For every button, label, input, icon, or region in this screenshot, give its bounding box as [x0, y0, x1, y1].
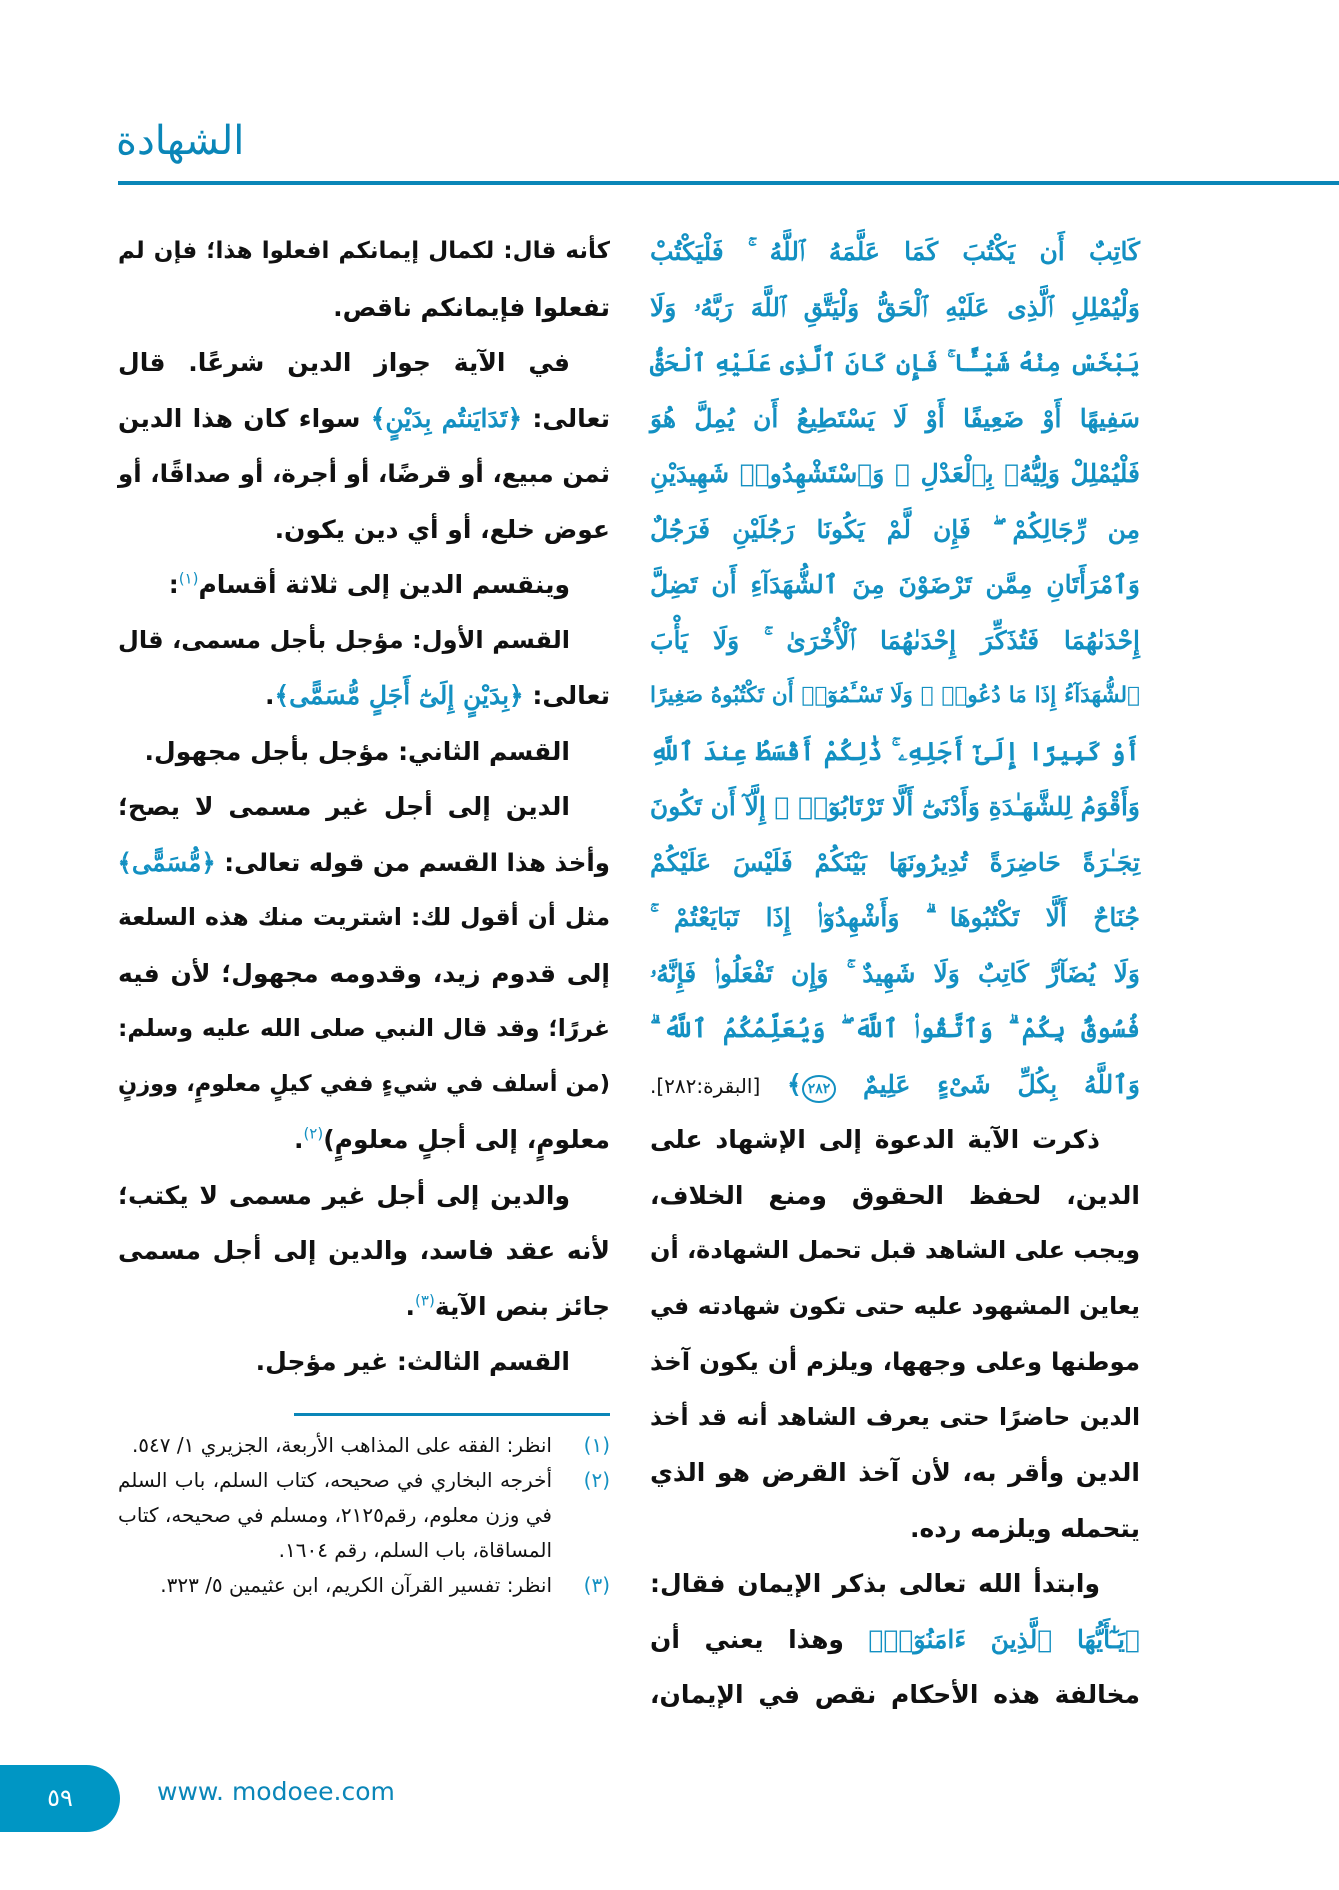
quran-verse-line: [650, 890, 1140, 946]
quran-verse-text: تِجَـٰرَةً حَاضِرَةً تُدِيرُونَهَا بَيْنَكُمْ فَلَيْسَ عَلَيْكُمْ: [650, 847, 1140, 877]
quran-verse-text: مِن رِّجَالِكُمْ ۖ فَإِن لَّمْ يَكُونَا رَجُلَيْنِ فَرَجُلٌ: [650, 514, 1140, 544]
footnote: [118, 1463, 610, 1568]
text-line: [118, 946, 610, 1002]
text-span: وهذا يعني أن: [650, 1624, 869, 1654]
text-span: مثل أن أقول لك: اشتريت منك هذه السلعة: [118, 903, 610, 931]
text-line: [118, 502, 610, 558]
quran-verse-text: وَأَقْوَمُ لِلشَّهَـٰدَةِ وَأَدْنَىٰٓ أَلَّا تَرْتَابُوٓا۟ ۖ إِلَّآ أَن تَكُونَ: [649, 792, 1140, 821]
footnote-number: (٢): [583, 1468, 610, 1492]
footnote-text: انظر: الفقه على المذاهب الأربعة، الجزيري ١/ ٥٤٧.: [131, 1433, 552, 1457]
header-divider: [118, 181, 1339, 185]
quran-verse-line: [650, 779, 1140, 835]
text-line: [118, 724, 610, 780]
quran-quote: ﴿يَـٰٓأَيُّهَا ٱلَّذِينَ ءَامَنُوٓا۟﴾: [868, 1624, 1141, 1654]
text-line: [118, 391, 610, 447]
text-span: جائز بنص الآية: [434, 1291, 610, 1321]
text-span: وأخذ هذا القسم من قوله تعالى:: [215, 847, 610, 877]
text-line: [650, 1556, 1140, 1612]
text-line: [118, 280, 610, 336]
text-span: الدين إلى أجل غير مسمى لا يصح؛: [118, 792, 570, 821]
footnote-divider: [294, 1413, 610, 1416]
text-line: [650, 1501, 1140, 1557]
text-line: [118, 446, 610, 502]
text-span: يعاين المشهود عليه حتى تكون شهادته في: [650, 1291, 1140, 1320]
text-line: [118, 1001, 610, 1057]
quran-verse-line: [650, 1057, 1140, 1113]
text-line: [650, 1223, 1140, 1279]
text-span: وابتدأ الله تعالى بذكر الإيمان فقال:: [650, 1569, 1100, 1598]
text-span: معلومٍ، إلى أجلٍ معلومٍ): [323, 1125, 610, 1154]
text-span: الدين، لحفظ الحقوق ومنع الخلاف،: [650, 1180, 1140, 1210]
text-line: [650, 1667, 1140, 1723]
text-span: والدين إلى أجل غير مسمى لا يكتب؛: [118, 1180, 570, 1210]
quran-verse-text: يَبْخَسْ مِنْهُ شَيْـًٔا ۚ فَإِن كَانَ ٱلَّذِى عَلَيْهِ ٱلْحَقُّ: [650, 348, 1140, 377]
text-span: عوض خلع، أو أي دين يكون.: [274, 514, 610, 544]
text-line: [118, 668, 610, 724]
text-span: الدين حاضرًا حتى يعرف الشاهد أنه قد أخذ: [650, 1402, 1140, 1431]
footnote: [118, 1428, 610, 1463]
text-line: [118, 1223, 610, 1279]
text-line: [650, 1112, 1140, 1168]
quran-quote: ﴿تَدَايَنتُم بِدَيْنٍ﴾: [370, 403, 523, 433]
footnote: [118, 1568, 610, 1603]
website-url: www. modoee.com: [157, 1777, 395, 1806]
footnote-number: (١): [583, 1433, 610, 1457]
quran-verse-line: [650, 335, 1140, 391]
left-column: [118, 224, 610, 1390]
text-span: ويجب على الشاهد قبل تحمل الشهادة، أن: [650, 1236, 1140, 1264]
text-span: ذكرت الآية الدعوة إلى الإشهاد على: [650, 1125, 1100, 1154]
quran-verse-text: فَلْيُمْلِلْ وَلِيُّهُۥ بِٱلْعَدْلِ ۚ وَٱسْتَشْهِدُوا۟ شَهِيدَيْنِ: [650, 459, 1140, 488]
quran-verse-text: جُنَاحٌ أَلَّا تَكْتُبُوهَا ۗ وَأَشْهِدُوٓا۟ إِذَا تَبَايَعْتُمْ ۚ: [650, 903, 1140, 932]
footnotes: [118, 1428, 610, 1603]
text-span: .: [265, 681, 275, 710]
quran-verse-text: وَلَا يُضَآرَّ كَاتِبٌ وَلَا شَهِيدٌ ۚ وَإِن تَفْعَلُوا۟ فَإِنَّهُۥ: [650, 958, 1140, 988]
footnote-text: انظر: تفسير القرآن الكريم، ابن عثيمين ٥/ ٣٢٣.: [160, 1573, 552, 1597]
ornate-bracket: ﴾: [787, 1069, 802, 1099]
text-line: [118, 835, 610, 891]
quran-quote: ﴿مُّسَمًّى﴾: [117, 847, 216, 877]
text-line: [118, 1279, 610, 1335]
text-line: [650, 1168, 1140, 1224]
quran-verse-text: وَٱللَّهُ بِكُلِّ شَىْءٍ عَلِيمٌ: [863, 1069, 1140, 1099]
text-line: [118, 335, 610, 391]
quran-verse-text: وَلْيُمْلِلِ ٱلَّذِى عَلَيْهِ ٱلْحَقُّ وَلْيَتَّقِ ٱللَّهَ رَبَّهُۥ وَلَا: [650, 292, 1140, 322]
text-span: :: [168, 570, 179, 599]
text-span: (من أسلف في شيءٍ ففي كيلٍ معلومٍ، ووزنٍ: [118, 1070, 610, 1097]
text-line: [118, 557, 610, 613]
text-line: [118, 890, 610, 946]
text-span: ثمن مبيع، أو قرضًا، أو أجرة، أو صداقًا، أو: [118, 459, 610, 488]
text-span: يتحمله ويلزمه رده.: [910, 1513, 1140, 1543]
quran-verse-text: أَوْ كَبِيرًا إِلَىٰٓ أَجَلِهِۦ ۚ ذَٰلِكُمْ أَقْسَطُ عِندَ ٱللَّهِ: [650, 736, 1140, 766]
quran-verse-text: إِحْدَىٰهُمَا فَتُذَكِّرَ إِحْدَىٰهُمَا ٱلْأُخْرَىٰ ۚ وَلَا يَأْبَ: [650, 625, 1140, 655]
text-span: القسم الثالث: غير مؤجل.: [255, 1347, 570, 1376]
text-line: [650, 1445, 1140, 1501]
text-span: في الآية جواز الدين شرعًا. قال: [118, 348, 570, 377]
quran-verse-line: [650, 502, 1140, 558]
text-span: إلى قدوم زيد، وقدومه مجهول؛ لأن فيه: [118, 958, 610, 988]
quran-verse-text: ٱلشُّهَدَآءُ إِذَا مَا دُعُوا۟ ۚ وَلَا تَسْـَٔمُوٓا۟ أَن تَكْتُبُوهُ صَغِيرًا: [650, 683, 1140, 708]
text-span: القسم الثاني: مؤجل بأجل مجهول.: [144, 736, 570, 766]
text-line: [118, 1168, 610, 1224]
quran-verse-line: [650, 446, 1140, 502]
text-span: الدين وأقر به، لأن آخذ القرض هو الذي: [650, 1458, 1140, 1487]
text-line: [118, 1334, 610, 1390]
quran-verse-line: [650, 668, 1140, 724]
quran-quote: ﴿بِدَيْنٍ إِلَىٰٓ أَجَلٍ مُّسَمًّى﴾: [274, 681, 524, 710]
page-number: ٥٩: [47, 1784, 73, 1812]
text-line: [650, 1334, 1140, 1390]
text-span: موطنها وعلى وجهها، ويلزم أن يكون آخذ: [650, 1347, 1140, 1376]
text-line: [650, 1279, 1140, 1335]
text-span: .: [405, 1291, 416, 1321]
text-span: القسم الأول: مؤجل بأجل مسمى، قال: [118, 625, 570, 654]
text-span: لأنه عقد فاسد، والدين إلى أجل مسمى: [118, 1236, 610, 1265]
quran-verse-line: [650, 724, 1140, 780]
quran-verse-text: وَٱمْرَأَتَانِ مِمَّن تَرْضَوْنَ مِنَ ٱلشُّهَدَآءِ أَن تَضِلَّ: [650, 570, 1140, 599]
text-line: [118, 224, 610, 280]
quran-verse-text: سَفِيهًا أَوْ ضَعِيفًا أَوْ لَا يَسْتَطِيعُ أَن يُمِلَّ هُوَ: [650, 403, 1140, 433]
text-span: غررًا؛ وقد قال النبي صلى الله عليه وسلم:: [118, 1014, 610, 1042]
text-line: [118, 613, 610, 669]
quran-verse-line: [650, 224, 1140, 280]
text-span: كأنه قال: لكمال إيمانكم افعلوا هذا؛ فإن لم: [118, 238, 610, 264]
text-span: تفعلوا فإيمانكم ناقص.: [333, 292, 610, 322]
footnote-ref: (٣): [415, 1291, 435, 1310]
quran-verse-text: فُسُوقٌۢ بِكُمْ ۗ وَٱتَّقُوا۟ ٱللَّهَ ۖ وَيُعَلِّمُكُمُ ٱللَّهُ ۗ: [650, 1014, 1140, 1043]
quran-verse-line: [650, 391, 1140, 447]
quran-verse-line: [650, 613, 1140, 669]
text-span: سواء كان هذا الدين: [118, 403, 371, 433]
quran-verse-text: كَاتِبٌ أَن يَكْتُبَ كَمَا عَلَّمَهُ ٱللَّهُ ۚ فَلْيَكْتُبْ: [650, 237, 1140, 266]
quran-verse-line: [650, 835, 1140, 891]
text-span: مخالفة هذه الأحكام نقص في الإيمان،: [650, 1680, 1140, 1709]
footnote-text: أخرجه البخاري في صحيحه، كتاب السلم، باب السلم في وزن معلوم، رقم٢١٢٥، ومسلم في صحيحه، كتاب المساقاة، باب السلم، رقم ١٦٠٤.: [118, 1468, 552, 1562]
quran-verse-line: [650, 557, 1140, 613]
quran-verse-line: [650, 946, 1140, 1002]
text-span: تعالى:: [522, 403, 610, 433]
page-number-badge: [0, 1765, 120, 1832]
ayah-number-icon: ٢٨٢: [802, 1075, 837, 1103]
chapter-title: الشهادة: [116, 118, 245, 164]
text-span: .: [293, 1125, 304, 1154]
footnote-ref: (١): [178, 569, 199, 588]
text-span: وينقسم الدين إلى ثلاثة أقسام: [198, 570, 570, 599]
footnote-ref: (٢): [303, 1124, 324, 1143]
quran-verse-line: [650, 1001, 1140, 1057]
verse-citation: [البقرة:٢٨٢].: [650, 1073, 761, 1098]
text-line: [118, 1057, 610, 1113]
text-line: [650, 1612, 1140, 1668]
text-line: [118, 1112, 610, 1168]
text-span: تعالى:: [523, 681, 610, 710]
right-column: [650, 224, 1140, 1723]
footnote-number: (٣): [583, 1573, 610, 1597]
quran-verse-line: [650, 280, 1140, 336]
text-line: [118, 779, 610, 835]
text-line: [650, 1390, 1140, 1446]
